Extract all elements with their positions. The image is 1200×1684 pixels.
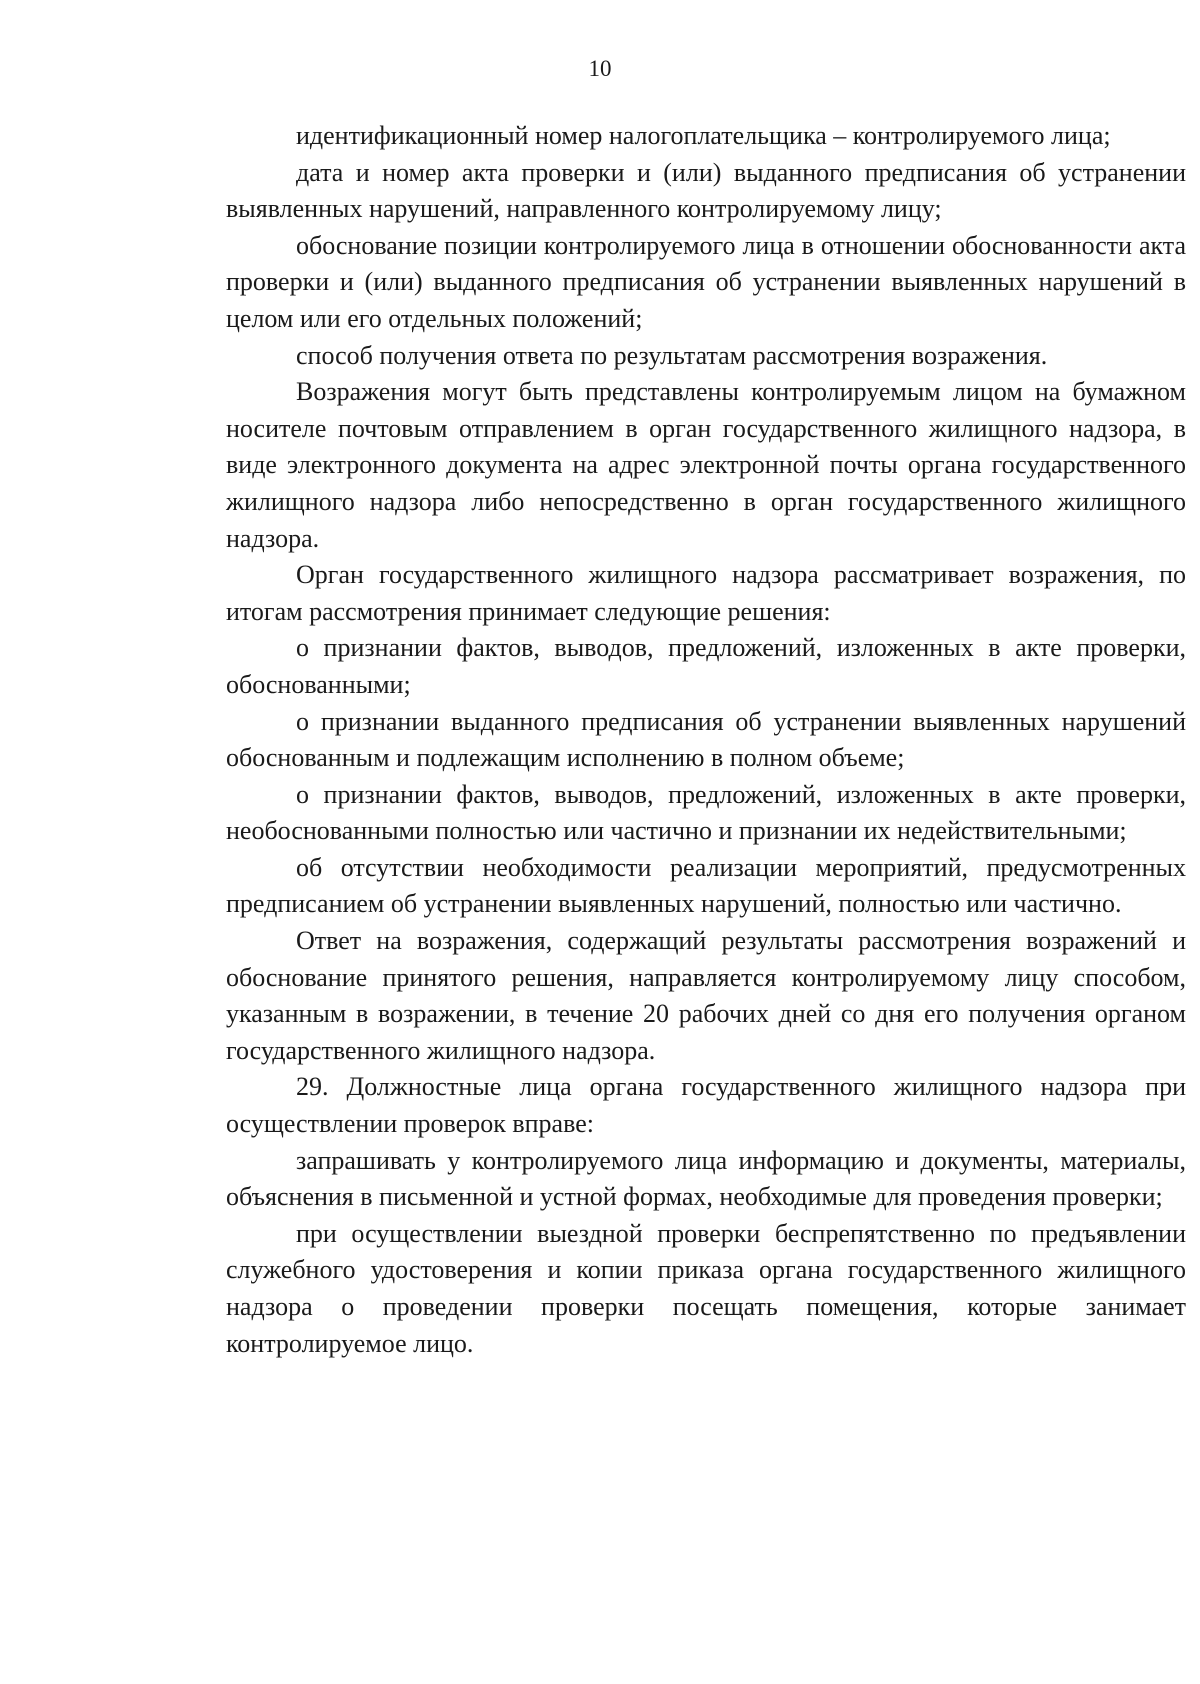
paragraph: при осуществлении выездной проверки беспрепятственно по предъявлении служебного удостоверения и копии приказа органа государственного жилищного надзора о проведении проверки посещать помещения, которые занимает контролируемое лицо.	[226, 1218, 1186, 1358]
paragraph: Ответ на возражения, содержащий результаты рассмотрения возражений и обоснование принятого решения, направляется контролируемому лицу способом, указанным в возражении, в течение 20 рабочих дней со дня его получения органом государственного жилищного надзора.	[226, 926, 1186, 1065]
paragraph: Возражения могут быть представлены контролируемым лицом на бумажном носителе почтовым отправлением в орган государственного жилищного надзора, в виде электронного документа на адрес электронной почты органа государственного жилищного надзора либо непосредственно в орган государственного жилищного надзора.	[226, 377, 1186, 553]
paragraph: способ получения ответа по результатам рассмотрения возражения.	[296, 340, 1048, 370]
page-number: 10	[588, 56, 612, 81]
paragraph: о признании выданного предписания об устранении выявленных нарушений обоснованным и подлежащим исполнению в полном объеме;	[226, 706, 1186, 773]
document-body	[226, 118, 1186, 1362]
paragraph: идентификационный номер налогоплательщика – контролируемого лица;	[296, 121, 1111, 150]
paragraph: Орган государственного жилищного надзора рассматривает возражения, по итогам рассмотрения принимает следующие решения:	[226, 560, 1186, 626]
paragraph: о признании фактов, выводов, предложений, изложенных в акте проверки, необоснованными полностью или частично и признании их недействительными;	[226, 779, 1186, 846]
paragraph: об отсутствии необходимости реализации мероприятий, предусмотренных предписанием об устранении выявленных нарушений, полностью или частично.	[226, 852, 1186, 919]
paragraph: запрашивать у контролируемого лица информацию и документы, материалы, объяснения в письменной и устной формах, необходимые для проведения проверки;	[226, 1145, 1186, 1212]
paragraph: дата и номер акта проверки и (или) выданного предписания об устранении выявленных нарушений, направленного контролируемому лицу;	[226, 157, 1186, 224]
paragraph: обоснование позиции контролируемого лица в отношении обоснованности акта проверки и (или) выданного предписания об устранении выявленных нарушений в целом или его отдельных положений;	[226, 230, 1186, 333]
paragraph: о признании фактов, выводов, предложений, изложенных в акте проверки, обоснованными;	[226, 633, 1186, 699]
paragraph: 29. Должностные лица органа государственного жилищного надзора при осуществлении проверок вправе:	[226, 1072, 1186, 1139]
